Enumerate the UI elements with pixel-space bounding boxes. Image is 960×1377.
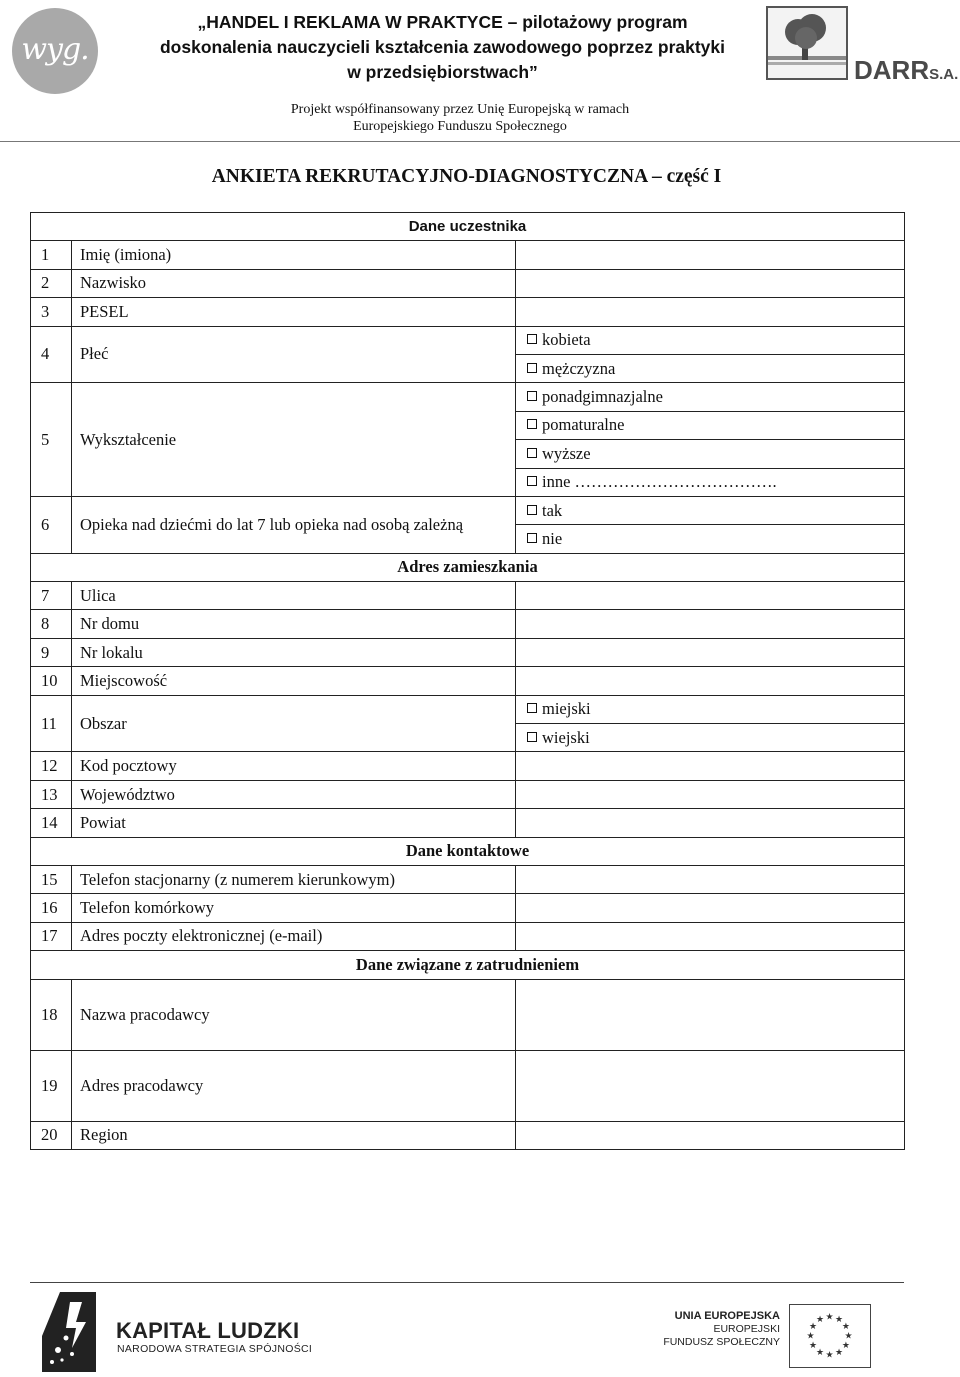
first-name-input[interactable] xyxy=(516,241,905,269)
project-title-line-1: „HANDEL I REKLAMA W PRAKTYCE – pilotażowy program xyxy=(197,12,688,32)
eu-fund-label xyxy=(660,1310,780,1349)
checkbox-icon[interactable] xyxy=(527,363,537,373)
checkbox-icon[interactable] xyxy=(527,391,537,401)
option-other[interactable] xyxy=(516,468,905,496)
option-label: wiejski xyxy=(542,727,590,747)
field-label: Obszar xyxy=(72,695,516,752)
checkbox-icon[interactable] xyxy=(527,505,537,515)
form-row xyxy=(31,922,905,950)
section-address: Adres zamieszkania xyxy=(31,553,905,581)
eu-star: ★ xyxy=(834,1314,844,1325)
employer-address-input[interactable] xyxy=(516,1050,905,1121)
option-label: pomaturalne xyxy=(542,415,625,435)
row-number: 20 xyxy=(31,1121,72,1149)
row-number: 14 xyxy=(31,809,72,837)
checkbox-icon[interactable] xyxy=(527,703,537,713)
field-label: Nazwisko xyxy=(72,269,516,297)
eu-star: ★ xyxy=(815,1314,825,1325)
field-label: Nazwa pracodawcy xyxy=(72,979,516,1050)
wyg-logo xyxy=(12,8,98,94)
checkbox-icon[interactable] xyxy=(527,448,537,458)
field-label: Telefon komórkowy xyxy=(72,894,516,922)
form-row xyxy=(31,326,905,354)
eu-star: ★ xyxy=(834,1346,844,1357)
wyg-logo-text: wyg. xyxy=(21,32,89,67)
option-label: inne ………………………………. xyxy=(542,472,777,492)
option-label: miejski xyxy=(542,699,591,719)
section-participant: Dane uczestnika xyxy=(31,213,905,241)
form-row xyxy=(31,667,905,695)
row-number: 17 xyxy=(31,922,72,950)
field-label: Adres poczty elektronicznej (e-mail) xyxy=(72,922,516,950)
form-row xyxy=(31,496,905,524)
form-row xyxy=(31,610,905,638)
eu-line-2: EUROPEJSKI xyxy=(713,1323,780,1335)
option-urban[interactable] xyxy=(516,695,905,723)
section-row xyxy=(31,951,905,979)
form-row xyxy=(31,979,905,1050)
row-number: 11 xyxy=(31,695,72,752)
eu-star: ★ xyxy=(825,1349,834,1360)
kapital-ludzki-title: KAPITAŁ LUDZKI xyxy=(116,1318,300,1343)
row-number: 9 xyxy=(31,638,72,666)
option-no[interactable] xyxy=(516,525,905,553)
option-label: kobieta xyxy=(542,330,591,350)
row-number: 2 xyxy=(31,269,72,297)
row-number: 1 xyxy=(31,241,72,269)
row-number: 16 xyxy=(31,894,72,922)
field-label: Nr domu xyxy=(72,610,516,638)
option-secondary[interactable] xyxy=(516,383,905,411)
row-number: 6 xyxy=(31,496,72,553)
option-label: ponadgimnazjalne xyxy=(542,387,663,407)
field-label: PESEL xyxy=(72,298,516,326)
recruitment-form-table xyxy=(30,212,905,1150)
region-input[interactable] xyxy=(516,1121,905,1149)
option-label: wyższe xyxy=(542,443,591,463)
darr-suffix: S.A. xyxy=(929,66,959,83)
form-row xyxy=(31,695,905,723)
county-input[interactable] xyxy=(516,809,905,837)
eu-star: ★ xyxy=(809,1321,818,1331)
apartment-number-input[interactable] xyxy=(516,638,905,666)
option-label: tak xyxy=(542,500,563,520)
field-label: Województwo xyxy=(72,780,516,808)
form-row xyxy=(31,241,905,269)
field-label: Opieka nad dziećmi do lat 7 lub opieka nad osobą zależną xyxy=(72,496,516,553)
form-row xyxy=(31,894,905,922)
darr-name: DARR xyxy=(854,55,930,85)
house-number-input[interactable] xyxy=(516,610,905,638)
checkbox-icon[interactable] xyxy=(527,533,537,543)
option-higher[interactable] xyxy=(516,440,905,468)
city-input[interactable] xyxy=(516,667,905,695)
footer-divider xyxy=(30,1282,904,1283)
option-rural[interactable] xyxy=(516,724,905,752)
field-label: Kod pocztowy xyxy=(72,752,516,780)
form-row xyxy=(31,1121,905,1149)
field-label: Imię (imiona) xyxy=(72,241,516,269)
row-number: 15 xyxy=(31,865,72,893)
eu-flag-icon xyxy=(789,1304,871,1368)
section-contact: Dane kontaktowe xyxy=(31,837,905,865)
option-label: mężczyzna xyxy=(542,358,616,378)
mobile-input[interactable] xyxy=(516,894,905,922)
form-row xyxy=(31,269,905,297)
field-label: Ulica xyxy=(72,582,516,610)
form-row xyxy=(31,865,905,893)
option-post-secondary[interactable] xyxy=(516,411,905,439)
field-label: Miejscowość xyxy=(72,667,516,695)
darr-tree-logo-icon xyxy=(766,6,848,80)
field-label: Region xyxy=(72,1121,516,1149)
eu-star: ★ xyxy=(825,1311,834,1322)
pesel-input[interactable] xyxy=(516,298,905,326)
eu-line-3: FUNDUSZ SPOŁECZNY xyxy=(663,1336,780,1348)
header-divider xyxy=(0,141,960,142)
section-row xyxy=(31,553,905,581)
section-row xyxy=(31,213,905,241)
option-label: nie xyxy=(542,528,563,548)
field-label: Powiat xyxy=(72,809,516,837)
voivodeship-input[interactable] xyxy=(516,780,905,808)
row-number: 7 xyxy=(31,582,72,610)
row-number: 8 xyxy=(31,610,72,638)
cofinancing-line-2: Europejskiego Funduszu Społecznego xyxy=(353,119,567,134)
eu-star: ★ xyxy=(841,1340,850,1350)
field-label: Płeć xyxy=(72,326,516,383)
row-number: 13 xyxy=(31,780,72,808)
field-label: Wykształcenie xyxy=(72,383,516,497)
checkbox-icon[interactable] xyxy=(527,732,537,742)
form-row xyxy=(31,752,905,780)
form-row xyxy=(31,582,905,610)
eu-star: ★ xyxy=(844,1330,853,1341)
eu-star: ★ xyxy=(809,1340,818,1350)
section-row xyxy=(31,837,905,865)
kapital-ludzki-subtitle: NARODOWA STRATEGIA SPÓJNOŚCI xyxy=(117,1343,313,1355)
form-row xyxy=(31,780,905,808)
employer-name-input[interactable] xyxy=(516,979,905,1050)
option-yes[interactable] xyxy=(516,496,905,524)
row-number: 18 xyxy=(31,979,72,1050)
section-employment: Dane związane z zatrudnieniem xyxy=(31,951,905,979)
street-input[interactable] xyxy=(516,582,905,610)
checkbox-icon[interactable] xyxy=(527,334,537,344)
option-female[interactable] xyxy=(516,326,905,354)
row-number: 12 xyxy=(31,752,72,780)
row-number: 5 xyxy=(31,383,72,497)
form-row xyxy=(31,298,905,326)
form-row xyxy=(31,638,905,666)
form-row xyxy=(31,383,905,411)
cofinancing-line-1: Projekt współfinansowany przez Unię Europejską w ramach xyxy=(290,102,630,117)
project-title-line-2: doskonalenia nauczycieli kształcenia zawodowego poprzez praktyki xyxy=(159,37,726,57)
landline-input[interactable] xyxy=(516,865,905,893)
document-title: ANKIETA REKRUTACYJNO-DIAGNOSTYCZNA – część I xyxy=(211,166,722,187)
form-row xyxy=(31,1050,905,1121)
last-name-input[interactable] xyxy=(516,269,905,297)
field-label: Adres pracodawcy xyxy=(72,1050,516,1121)
option-male[interactable] xyxy=(516,354,905,382)
field-label: Nr lokalu xyxy=(72,638,516,666)
cofinancing-note xyxy=(210,101,710,135)
postal-code-input[interactable] xyxy=(516,752,905,780)
darr-logo-text xyxy=(854,56,958,89)
field-label: Telefon stacjonarny (z numerem kierunkowym) xyxy=(72,865,516,893)
eu-star: ★ xyxy=(815,1346,825,1357)
checkbox-icon[interactable] xyxy=(527,476,537,486)
row-number: 4 xyxy=(31,326,72,383)
kapital-ludzki-logo-icon xyxy=(42,1292,96,1372)
form-row xyxy=(31,809,905,837)
eu-star: ★ xyxy=(841,1321,850,1331)
project-title xyxy=(120,10,765,85)
email-input[interactable] xyxy=(516,922,905,950)
row-number: 19 xyxy=(31,1050,72,1121)
eu-line-1: UNIA EUROPEJSKA xyxy=(674,1310,780,1322)
checkbox-icon[interactable] xyxy=(527,419,537,429)
row-number: 3 xyxy=(31,298,72,326)
row-number: 10 xyxy=(31,667,72,695)
project-title-line-3: w przedsiębiorstwach” xyxy=(347,62,538,82)
eu-star: ★ xyxy=(806,1330,815,1341)
